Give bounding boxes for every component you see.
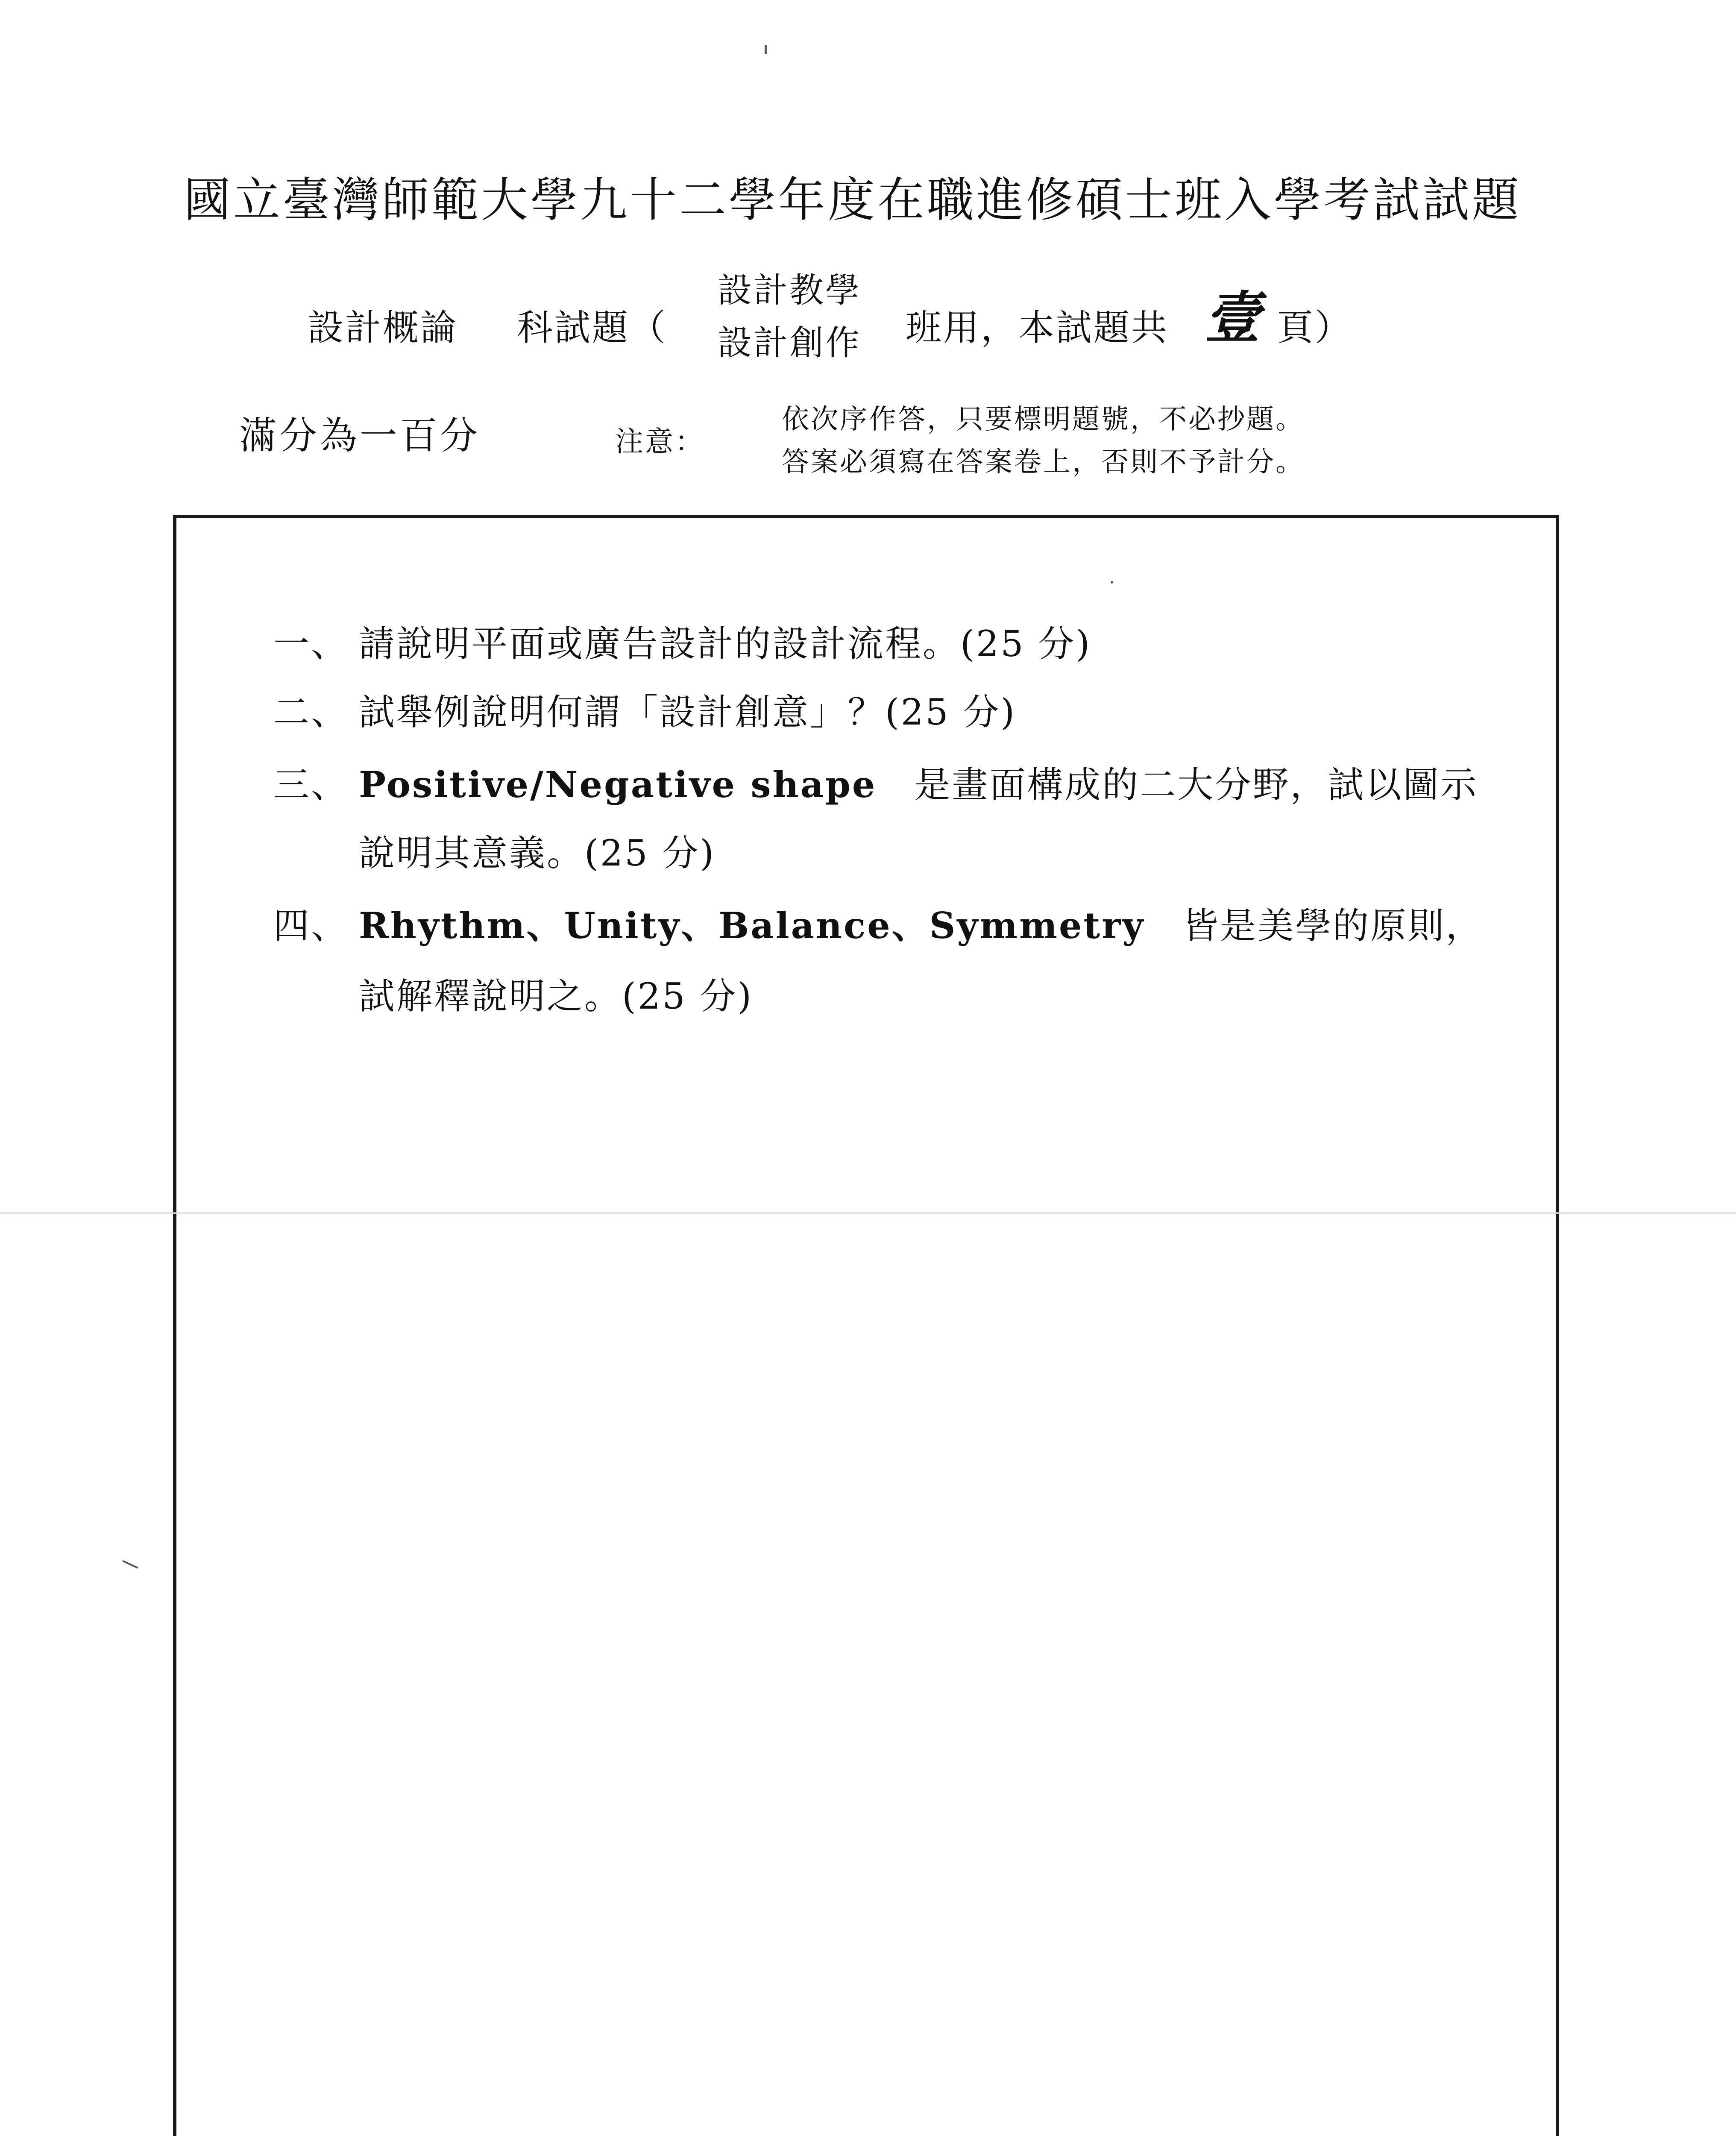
question-3-continued — [359, 824, 716, 876]
class-option-creation: 設計創作 — [718, 323, 861, 363]
class-tail: 班用，本試題共 — [906, 307, 1169, 349]
question-text: 試解釋說明之。(25 分) — [359, 975, 754, 1017]
question-text: 請說明平面或廣告設計的設計流程。(25 分) — [359, 623, 1092, 665]
question-number: 二、 — [273, 691, 349, 733]
question-number: 三、 — [273, 764, 349, 806]
question-text: 試舉例說明何謂「設計創意」？(25 分) — [359, 691, 1017, 733]
page-count: 壹 — [1205, 285, 1261, 350]
question-number: 一、 — [273, 623, 349, 665]
question-4 — [273, 897, 1483, 949]
note-label: 注意： — [615, 425, 705, 458]
question-text: 皆是美學的原則， — [1182, 905, 1484, 947]
scan-speck — [765, 45, 767, 54]
note-line-2: 答案必須寫在答案卷上，否則不予計分。 — [782, 446, 1305, 478]
full-score: 滿分為一百分 — [239, 414, 481, 458]
exam-title: 國立臺灣師範大學九十二學年度在職進修碩士班入學考試試題 — [184, 173, 1522, 227]
scan-speck — [1111, 581, 1113, 584]
question-1 — [273, 615, 1091, 667]
question-term: Rhythm、Unity、Balance、Symmetry — [359, 904, 1145, 947]
question-3 — [273, 756, 1478, 808]
question-text: 說明其意義。(25 分) — [359, 832, 716, 874]
question-2 — [273, 684, 1016, 735]
page-tail: 頁） — [1277, 307, 1353, 349]
subject-suffix: 科試題（ — [517, 307, 668, 349]
question-number: 四、 — [273, 905, 349, 947]
scan-fold-line — [0, 1212, 1736, 1214]
question-text: 是畫面構成的二大分野，試以圖示 — [914, 764, 1478, 806]
question-term: Positive/Negative shape — [359, 763, 877, 806]
subject-name: 設計概論 — [308, 307, 458, 349]
class-option-teaching: 設計教學 — [718, 270, 861, 310]
note-line-1: 依次序作答，只要標明題號，不必抄題。 — [782, 404, 1305, 435]
question-4-continued — [359, 968, 753, 1019]
scan-speck — [122, 1560, 138, 1569]
